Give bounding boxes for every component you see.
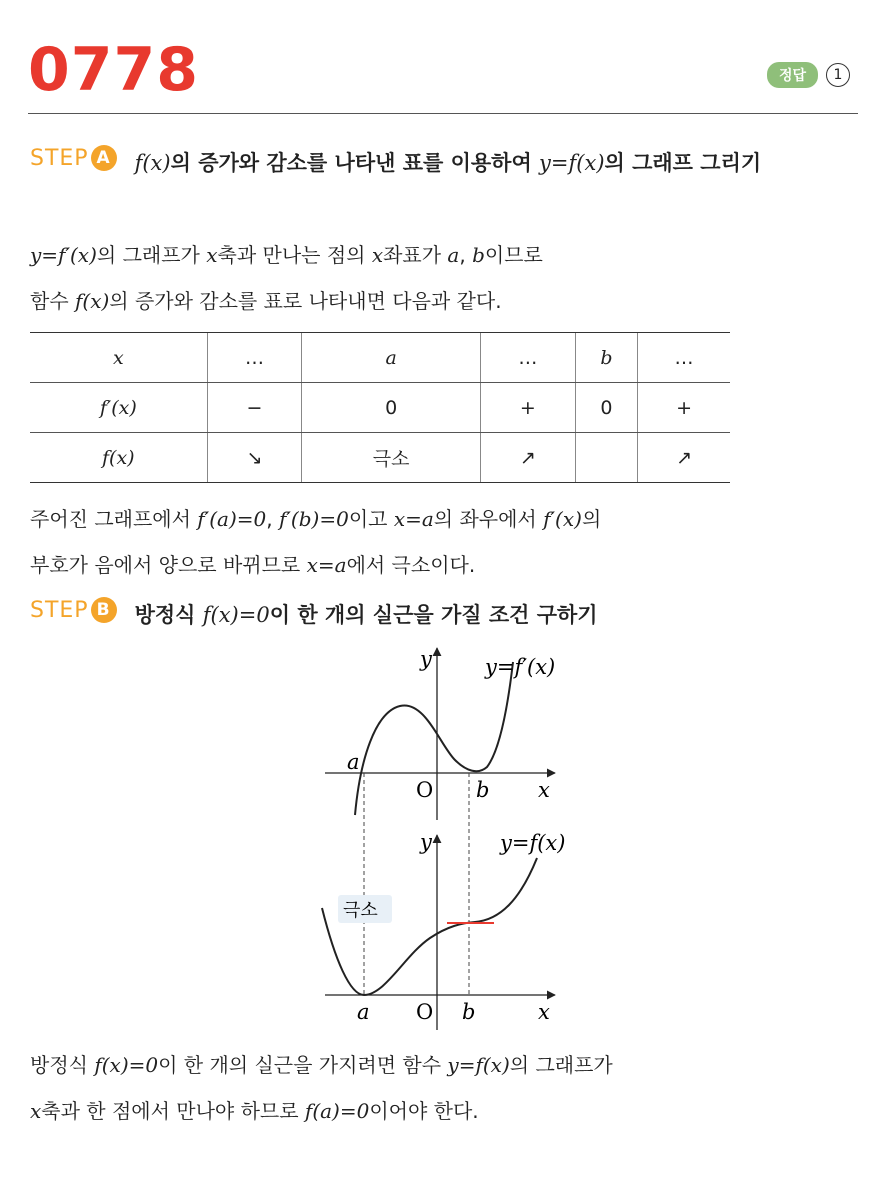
paragraph-3: 방정식 f(x)=0이 한 개의 실근을 가지려면 함수 y=f(x)의 그래프가 x축과 한 점에서 만나야 하므로 f(a)=0이어야 한다.	[30, 1053, 613, 1123]
table-cell: −	[207, 383, 302, 433]
answer-badge: 정답	[767, 62, 818, 88]
problem-number: 0778	[28, 35, 199, 105]
step-a-title: f(x)의 증가와 감소를 나타낸 표를 이용하여 y=f(x)의 그래프 그리기	[134, 151, 762, 175]
table-cell: …	[207, 333, 302, 383]
table-cell: +	[638, 383, 730, 433]
step-b-circle: B	[91, 597, 117, 623]
table-cell: +	[480, 383, 575, 433]
paragraph-1: y=f′(x)의 그래프가 x축과 만나는 점의 x좌표가 a, b이므로 함수 f(x)의 증가와 감소를 표로 나타내면 다음과 같다.	[30, 243, 543, 313]
table-cell: …	[638, 333, 730, 383]
top-b-label: b	[476, 778, 490, 802]
answer-value: 1	[826, 63, 850, 87]
table-cell: f′(x)	[30, 383, 207, 433]
bottom-b-label: b	[462, 1000, 476, 1024]
table-cell: x	[30, 333, 207, 383]
table-cell: 0	[575, 383, 637, 433]
table-cell: ↗	[480, 433, 575, 483]
step-a-label: STEP A	[30, 145, 117, 171]
step-a-circle: A	[91, 145, 117, 171]
min-label: 극소	[343, 900, 378, 921]
bottom-y-label: y	[420, 830, 432, 854]
function-graph	[322, 830, 565, 1030]
bottom-origin-label: O	[416, 1000, 434, 1024]
derivative-graph	[325, 647, 555, 820]
step-b-label: STEP B	[30, 597, 117, 623]
bottom-x-label: x	[538, 1000, 550, 1024]
table-cell: a	[302, 333, 481, 383]
table-cell: …	[480, 333, 575, 383]
table-cell: 0	[302, 383, 481, 433]
top-y-label: y	[420, 647, 432, 671]
step-b-title: 방정식 f(x)=0이 한 개의 실근을 가질 조건 구하기	[134, 603, 598, 627]
table-cell: f(x)	[30, 433, 207, 483]
bottom-curve-label: y=f(x)	[500, 831, 566, 855]
table-cell: b	[575, 333, 637, 383]
top-curve-label: y=f′(x)	[485, 655, 556, 679]
bottom-a-label: a	[357, 1000, 370, 1024]
table-cell: 극소	[302, 433, 481, 483]
paragraph-2: 주어진 그래프에서 f′(a)=0, f′(b)=0이고 x=a의 좌우에서 f′(x)의 부호가 음에서 양으로 바뀌므로 x=a에서 극소이다.	[30, 507, 602, 577]
table-cell: ↗	[638, 433, 730, 483]
top-a-label: a	[347, 750, 360, 774]
top-origin-label: O	[416, 778, 434, 802]
table-cell: ↘	[207, 433, 302, 483]
top-x-label: x	[538, 778, 550, 802]
function-curve	[322, 858, 537, 995]
